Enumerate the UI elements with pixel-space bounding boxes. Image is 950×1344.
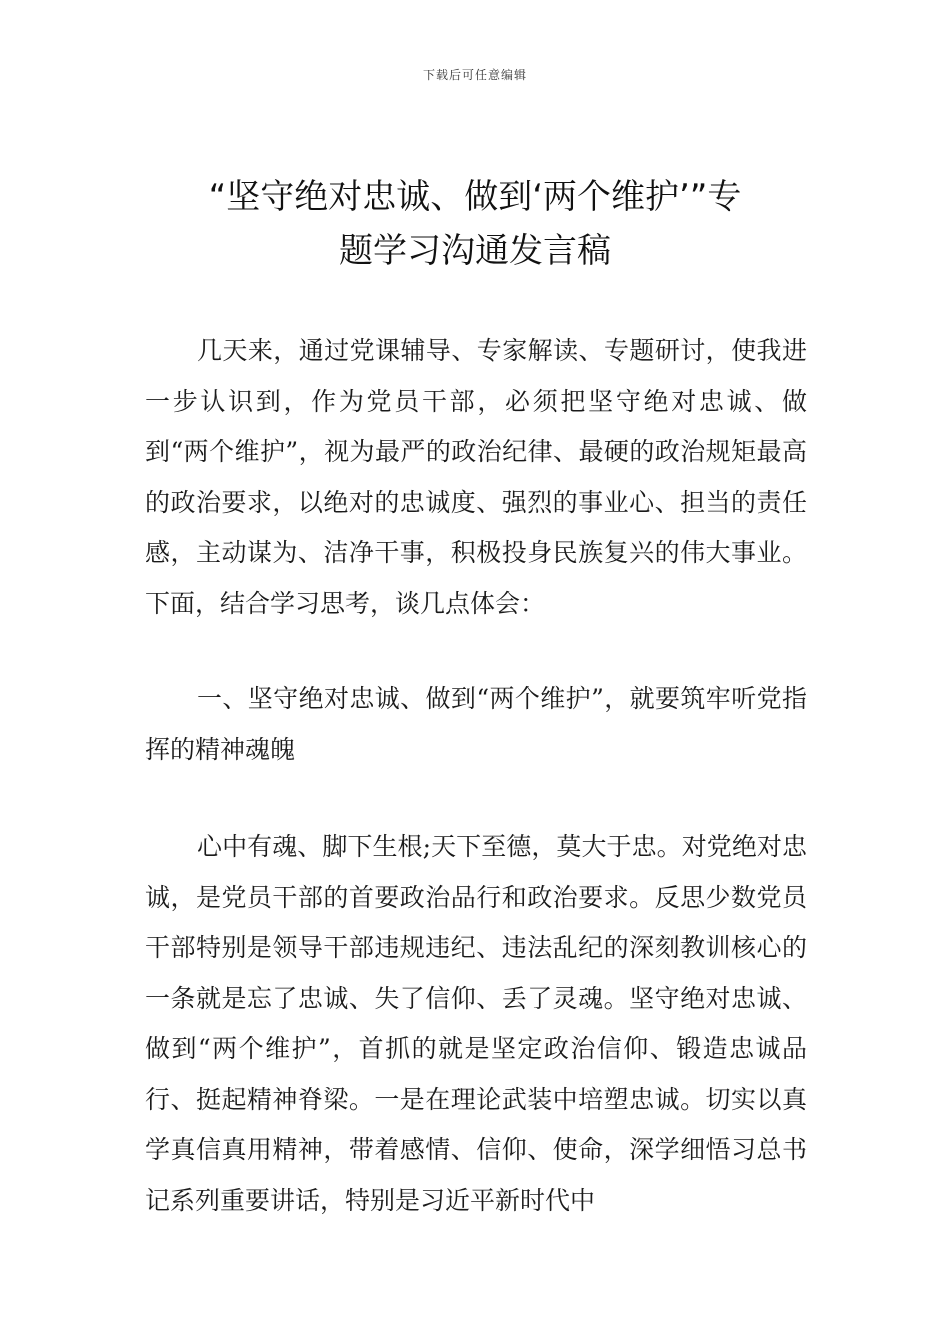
intro-paragraph: 几天来，通过党课辅导、专家解读、专题研讨，使我进一步认识到，作为党员干部，必须把坚守绝对忠诚、做到“两个维护”，视为最严的政治纪律、最硬的政治规矩最高的政治要求，以绝对的忠诚度、强烈的事业心、担当的责任感，主动谋为、洁净干事，积极投身民族复兴的伟大事业。下面，结合学习思考，谈几点体会：	[145, 336, 807, 618]
section-1-paragraph: 心中有魂、脚下生根;天下至德，莫大于忠。对党绝对忠诚，是党员干部的首要政治品行和政治要求。反思少数党员干部特别是领导干部违规违纪、违法乱纪的深刻教训核心的一条就是忘了忠诚、失了信仰、丢了灵魂。坚守绝对忠诚、做到“两个维护”，首抓的就是坚定政治信仰、锻造忠诚品行、挺起精神脊梁。一是在理论武装中培塑忠诚。切实以真学真信真用精神，带着感情、信仰、使命，深学细悟习总书记系列重要讲话，特别是习近平新时代中	[145, 832, 807, 1215]
title-line-1: “坚守绝对忠诚、做到‘两个维护’”专	[208, 177, 742, 217]
section-heading-1: 一、坚守绝对忠诚、做到“两个维护”，就要筑牢听党指挥的精神魂魄	[145, 684, 807, 764]
header-note: 下载后可任意编辑	[422, 68, 527, 82]
title-line-2: 题学习沟通发言稿	[339, 231, 611, 271]
document-title	[140, 170, 810, 278]
